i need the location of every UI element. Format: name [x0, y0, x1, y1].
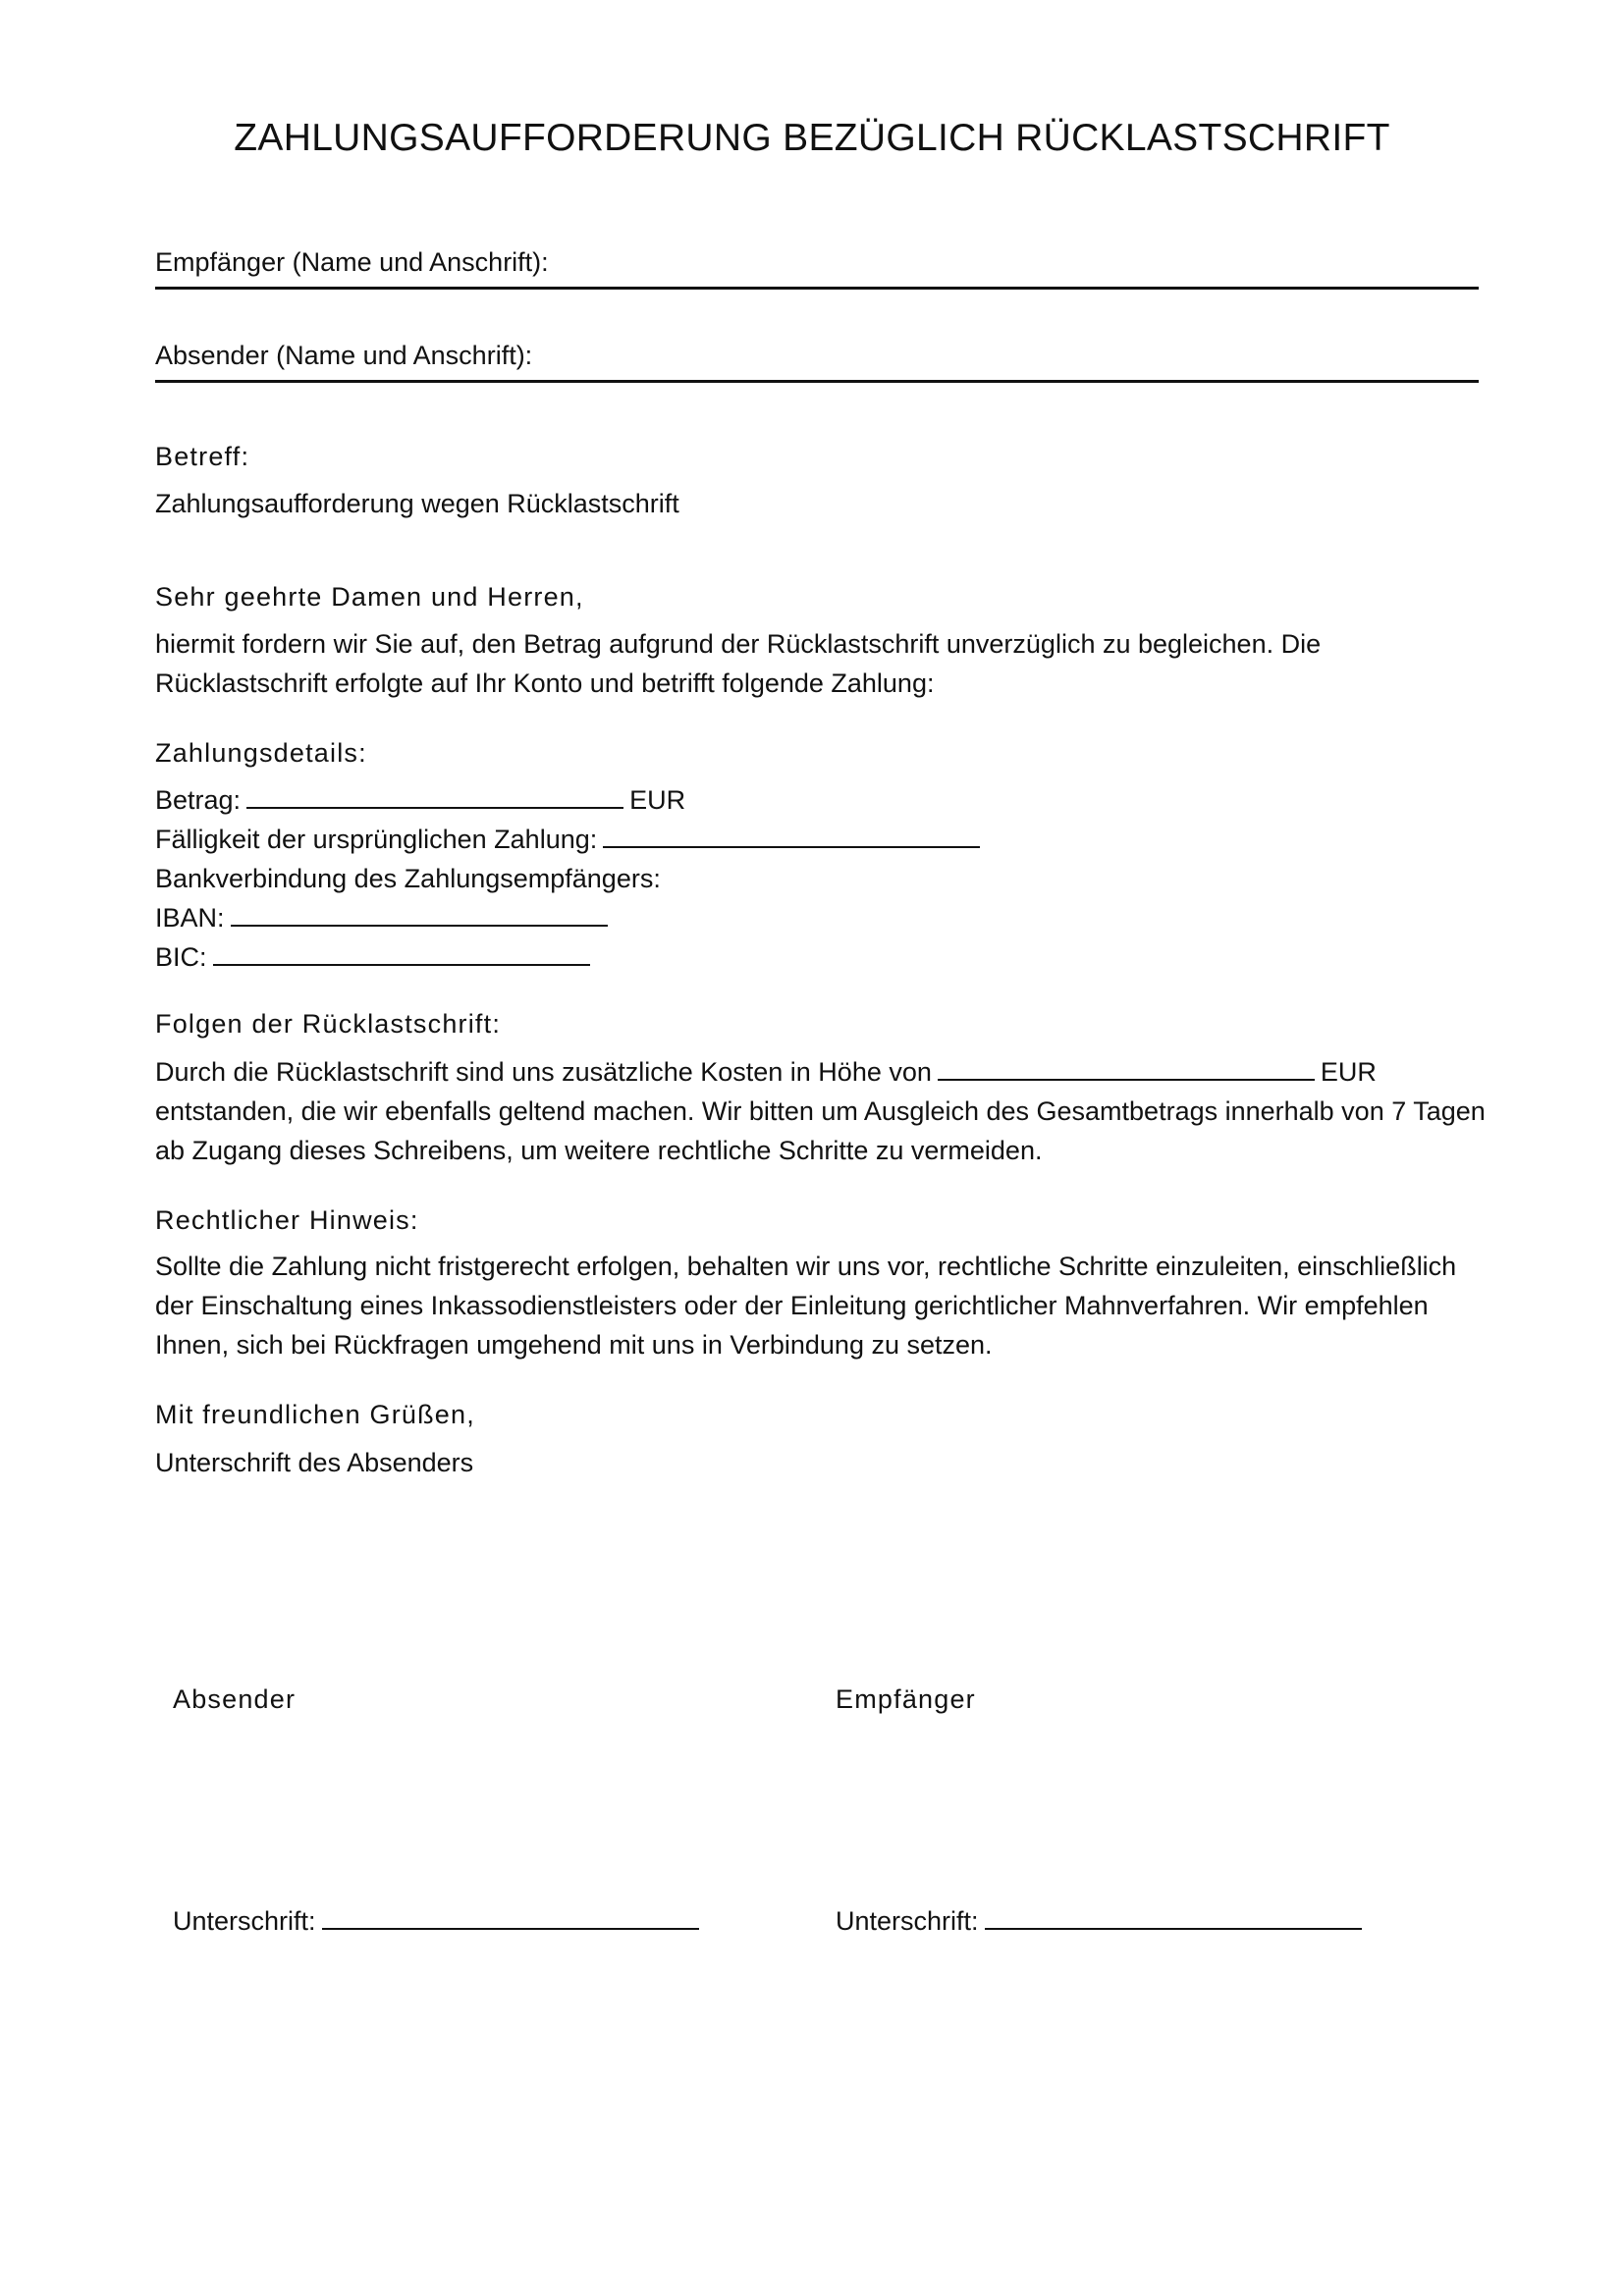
recipient-field[interactable]	[155, 243, 1479, 290]
iban-row	[155, 898, 614, 937]
amount-label: Betrag:	[155, 785, 242, 815]
bic-label: BIC:	[155, 942, 207, 972]
sender-signature-label-text: Unterschrift:	[173, 1906, 316, 1936]
legal-paragraph: Sollte die Zahlung nicht fristgerecht erfolgen, behalten wir uns vor, rechtliche Schritte einzuleiten, einschließlich der Einschaltung eines Inkassodienstleisters oder der Einleitung gerichtlicher Mahnverfahren. Wir empfehlen Ihnen, sich bei Rückfragen umgehend mit uns in Verbindung zu setzen.	[155, 1252, 1457, 1360]
intro-paragraph: hiermit fordern wir Sie auf, den Betrag aufgrund der Rücklastschrift unverzüglich zu begleichen. Die Rücklastschrift erfolgte auf Ihr Konto und betrifft folgende Zahlung:	[155, 629, 1322, 698]
consequences-unit: EUR	[1320, 1057, 1377, 1087]
bic-blank[interactable]	[213, 940, 590, 966]
due-date-blank[interactable]	[603, 823, 980, 848]
recipient-signature-label: Empfänger	[836, 1684, 976, 1714]
payment-details-heading: Zahlungsdetails:	[155, 738, 367, 768]
consequences-text-rest: entstanden, die wir ebenfalls geltend machen. Wir bitten um Ausgleich des Gesamtbetrags innerhalb von 7 Tagen ab Zugang dieses Schreibens, um weitere rechtliche Schritte zu vermeiden.	[155, 1096, 1486, 1165]
iban-label: IBAN:	[155, 903, 225, 933]
signature-note: Unterschrift des Absenders	[155, 1448, 474, 1477]
recipient-signature-label-text: Unterschrift:	[836, 1906, 979, 1936]
amount-unit: EUR	[629, 785, 686, 815]
subject-heading: Betreff:	[155, 442, 250, 471]
sender-signature-blank[interactable]	[322, 1904, 699, 1930]
iban-blank[interactable]	[231, 901, 608, 927]
consequences-paragraph	[155, 1052, 1490, 1170]
amount-blank[interactable]	[246, 783, 623, 809]
sender-field[interactable]	[155, 337, 1479, 383]
subject-text: Zahlungsaufforderung wegen Rücklastschrift	[155, 489, 679, 518]
extra-costs-blank[interactable]	[938, 1055, 1315, 1081]
recipient-signature-line	[836, 1904, 1368, 1937]
closing: Mit freundlichen Grüßen,	[155, 1400, 475, 1429]
due-date-row	[155, 820, 986, 859]
recipient-signature-blank[interactable]	[985, 1904, 1362, 1930]
document-title: ZAHLUNGSAUFFORDERUNG BEZÜGLICH RÜCKLASTSCHRIFT	[234, 117, 1390, 159]
consequences-heading: Folgen der Rücklastschrift:	[155, 1009, 502, 1039]
recipient-label: Empfänger (Name und Anschrift):	[155, 247, 549, 277]
bank-label: Bankverbindung des Zahlungsempfängers:	[155, 864, 661, 893]
salutation: Sehr geehrte Damen und Herren,	[155, 582, 584, 612]
legal-heading: Rechtlicher Hinweis:	[155, 1205, 419, 1235]
bic-row	[155, 937, 596, 977]
sender-signature-line	[173, 1904, 705, 1937]
due-date-label: Fälligkeit der ursprünglichen Zahlung:	[155, 825, 598, 854]
sender-label: Absender (Name und Anschrift):	[155, 341, 533, 370]
amount-row	[155, 780, 685, 820]
sender-signature-label: Absender	[173, 1684, 297, 1714]
consequences-text-start: Durch die Rücklastschrift sind uns zusätzliche Kosten in Höhe von	[155, 1057, 932, 1087]
